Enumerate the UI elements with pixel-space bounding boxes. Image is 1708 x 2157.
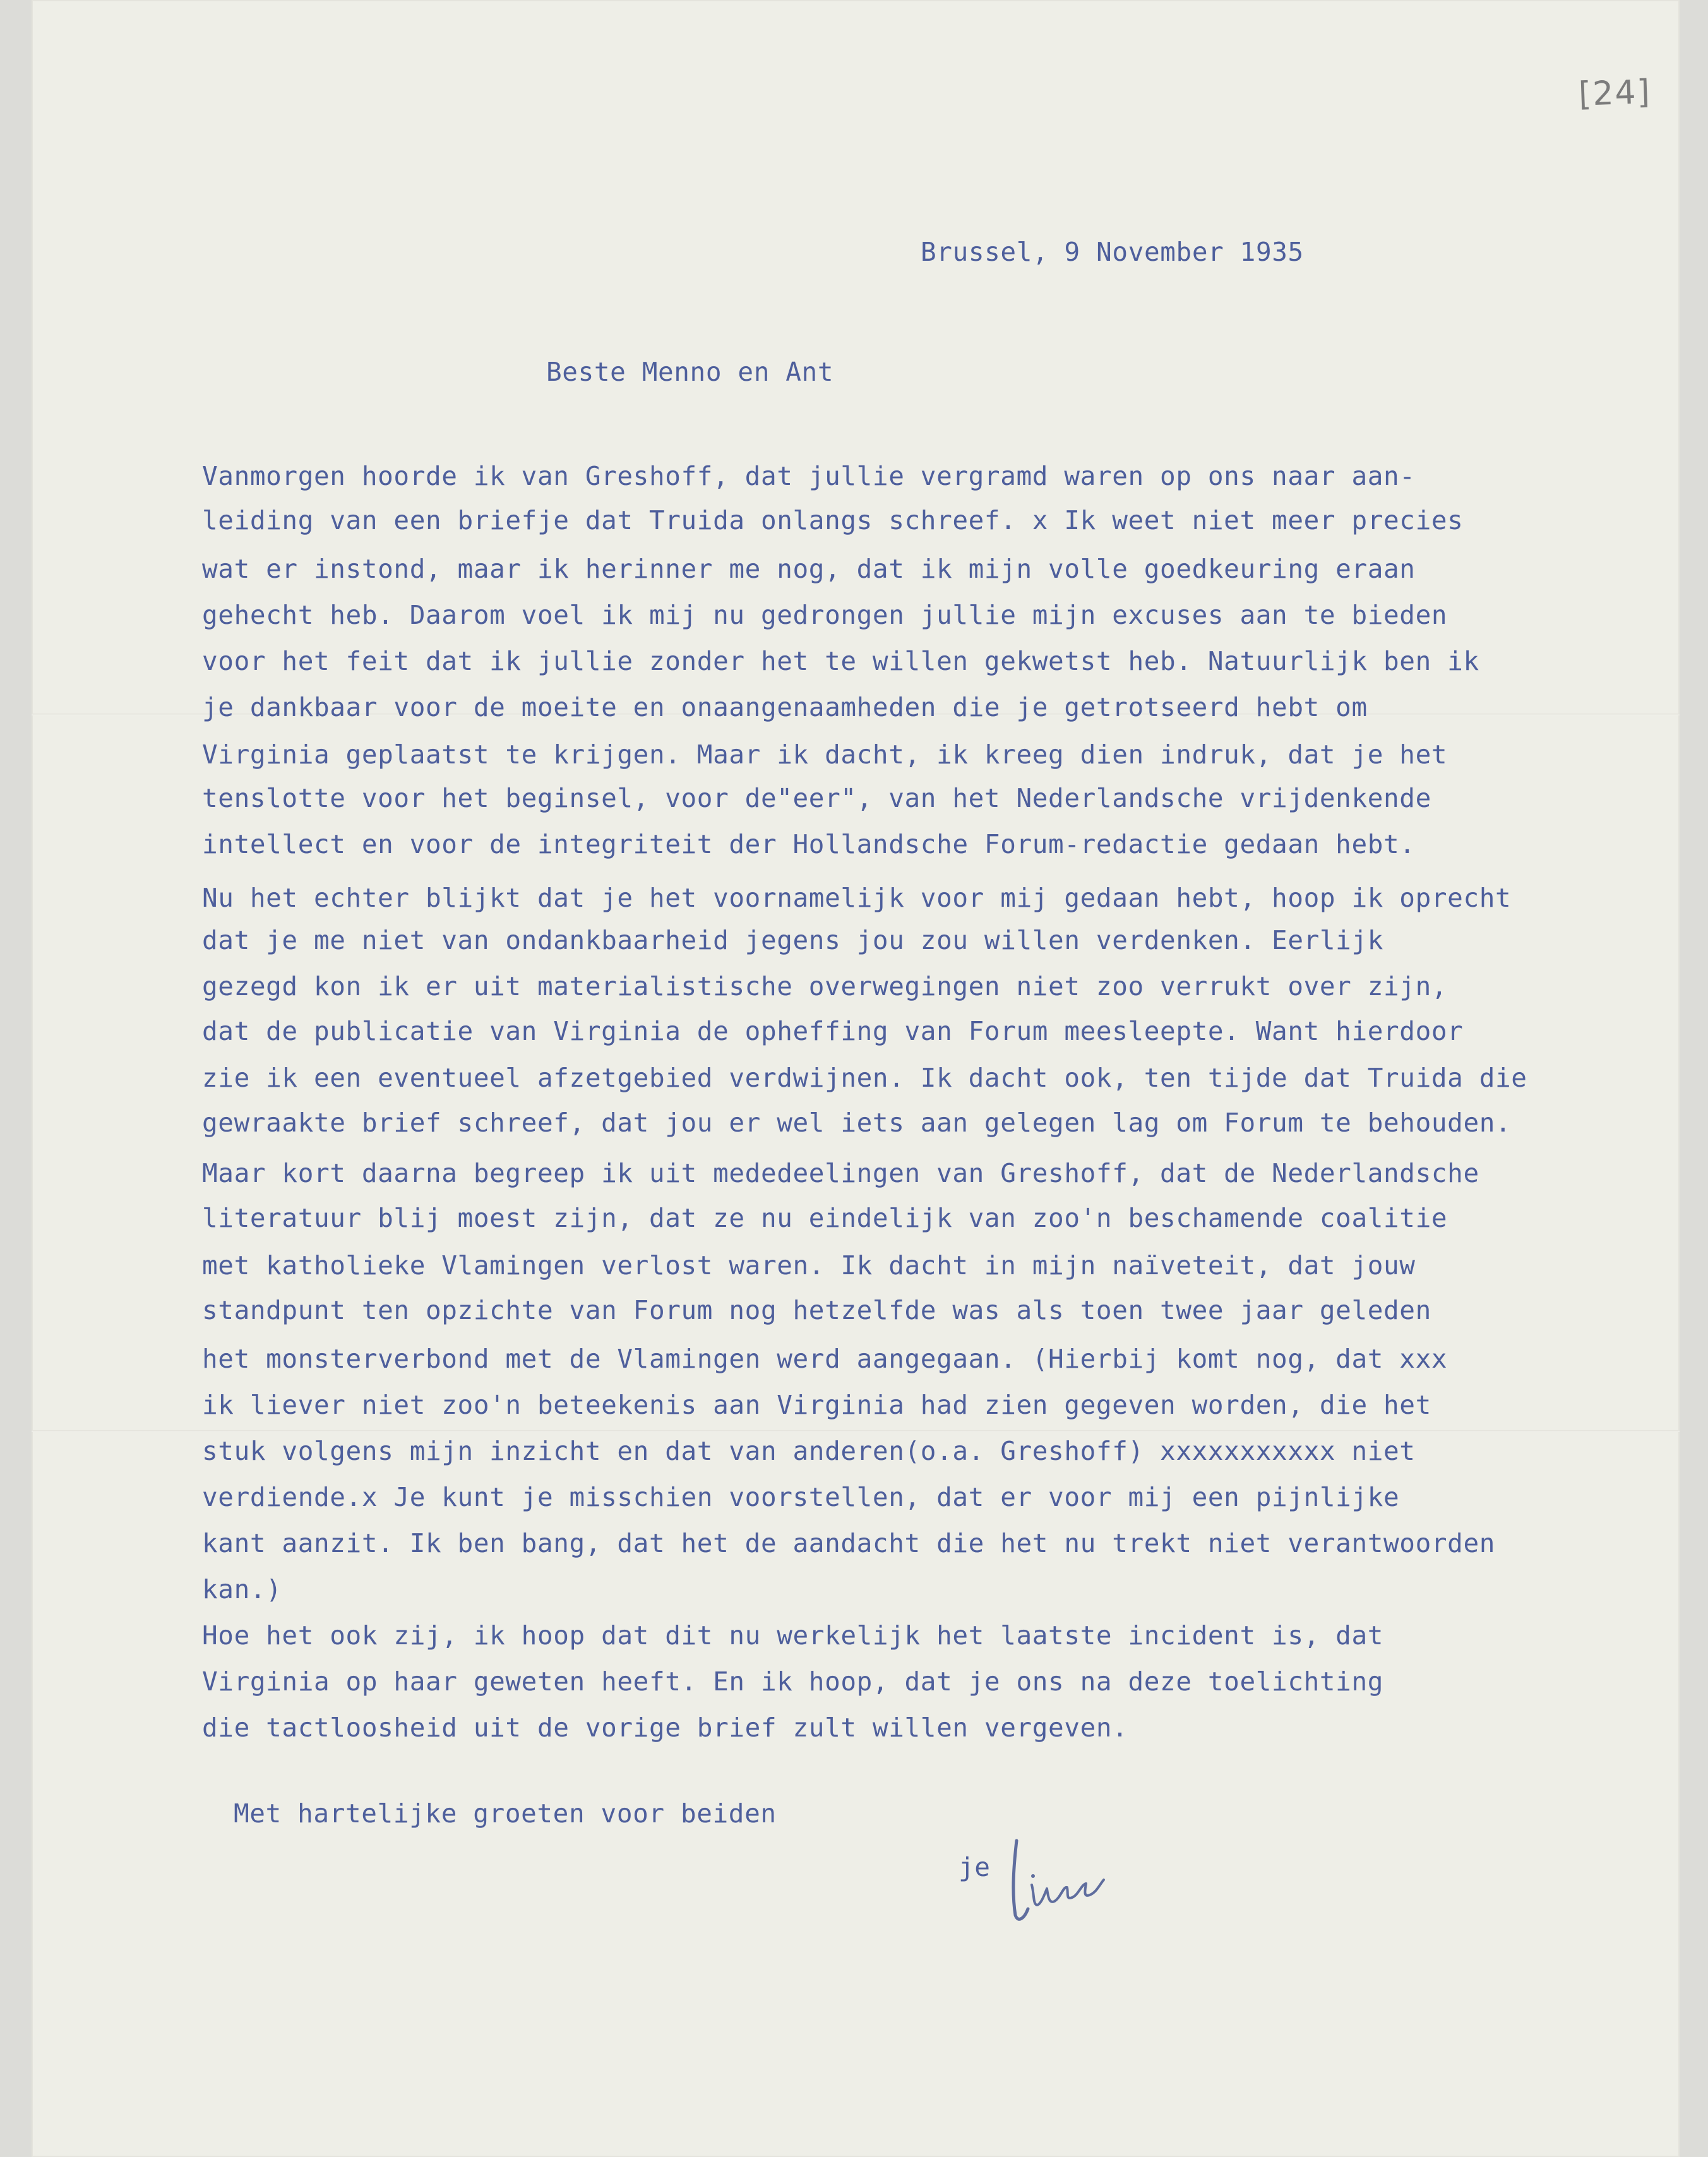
handwritten-signature bbox=[1003, 1834, 1110, 1929]
body-line: Vanmorgen hoorde ik van Greshoff, dat jullie vergramd waren op ons naar aan- bbox=[202, 461, 1416, 491]
body-line: tenslotte voor het beginsel, voor de"eer", van het Nederlandsche vrijdenkende bbox=[202, 783, 1431, 813]
body-line: het monsterverbond met de Vlamingen werd aangegaan. (Hierbij komt nog, dat xxx bbox=[202, 1344, 1448, 1374]
body-line: Hoe het ook zij, ik hoop dat dit nu werkelijk het laatste incident is, dat bbox=[202, 1620, 1384, 1651]
body-line: wat er instond, maar ik herinner me nog, dat ik mijn volle goedkeuring eraan bbox=[202, 554, 1416, 584]
body-line: met katholieke Vlamingen verlost waren. Ik dacht in mijn naïveteit, dat jouw bbox=[202, 1250, 1416, 1281]
body-line: Nu het echter blijkt dat je het voornamelijk voor mij gedaan hebt, hoop ik oprecht bbox=[202, 883, 1512, 913]
body-line: die tactloosheid uit de vorige brief zult willen vergeven. bbox=[202, 1712, 1128, 1743]
signoff: je bbox=[959, 1852, 991, 1882]
body-line: Maar kort daarna begreep ik uit mededeelingen van Greshoff, dat de Nederlandsche bbox=[202, 1158, 1479, 1188]
body-line: zie ik een eventueel afzetgebied verdwijnen. Ik dacht ook, ten tijde dat Truida die bbox=[202, 1063, 1527, 1093]
body-line: kant aanzit. Ik ben bang, dat het de aandacht die het nu trekt niet verantwoorden bbox=[202, 1528, 1496, 1558]
body-line: voor het feit dat ik jullie zonder het te willen gekwetst heb. Natuurlijk ben ik bbox=[202, 646, 1479, 676]
body-line: Virginia geplaatst te krijgen. Maar ik dacht, ik kreeg dien indruk, dat je het bbox=[202, 739, 1448, 770]
body-line: gehecht heb. Daarom voel ik mij nu gedrongen jullie mijn excuses aan te bieden bbox=[202, 600, 1448, 630]
letter-salutation: Beste Menno en Ant bbox=[546, 357, 834, 387]
body-line: gewraakte brief schreef, dat jou er wel iets aan gelegen lag om Forum te behouden. bbox=[202, 1108, 1512, 1138]
body-line: leiding van een briefje dat Truida onlangs schreef. x Ik weet niet meer precies bbox=[202, 505, 1464, 535]
body-line: literatuur blij moest zijn, dat ze nu eindelijk van zoo'n beschamende coalitie bbox=[202, 1203, 1448, 1233]
body-line: dat de publicatie van Virginia de opheffing van Forum meesleepte. Want hierdoor bbox=[202, 1016, 1464, 1046]
body-line: Virginia op haar geweten heeft. En ik hoop, dat je ons na deze toelichting bbox=[202, 1666, 1384, 1697]
body-line: gezegd kon ik er uit materialistische overwegingen niet zoo verrukt over zijn, bbox=[202, 971, 1448, 1001]
paper-fold bbox=[32, 1430, 1680, 1432]
body-line: dat je me niet van ondankbaarheid jegens jou zou willen verdenken. Eerlijk bbox=[202, 925, 1384, 955]
body-line: ik liever niet zoo'n beteekenis aan Virginia had zien gegeven worden, die het bbox=[202, 1390, 1431, 1420]
body-line: standpunt ten opzichte van Forum nog hetzelfde was als toen twee jaar geleden bbox=[202, 1295, 1431, 1325]
body-line: je dankbaar voor de moeite en onaangenaamheden die je getrotseerd hebt om bbox=[202, 692, 1368, 722]
letter-date: Brussel, 9 November 1935 bbox=[921, 237, 1304, 267]
body-line: verdiende.x Je kunt je misschien voorstellen, dat er voor mij een pijnlijke bbox=[202, 1482, 1400, 1512]
archive-reference: [24] bbox=[1577, 73, 1652, 114]
body-line: intellect en voor de integriteit der Hollandsche Forum-redactie gedaan hebt. bbox=[202, 829, 1416, 859]
body-line: kan.) bbox=[202, 1574, 282, 1604]
letter-closing: Met hartelijke groeten voor beiden bbox=[234, 1798, 777, 1829]
body-line: stuk volgens mijn inzicht en dat van anderen(o.a. Greshoff) xxxxxxxxxxx niet bbox=[202, 1436, 1416, 1466]
